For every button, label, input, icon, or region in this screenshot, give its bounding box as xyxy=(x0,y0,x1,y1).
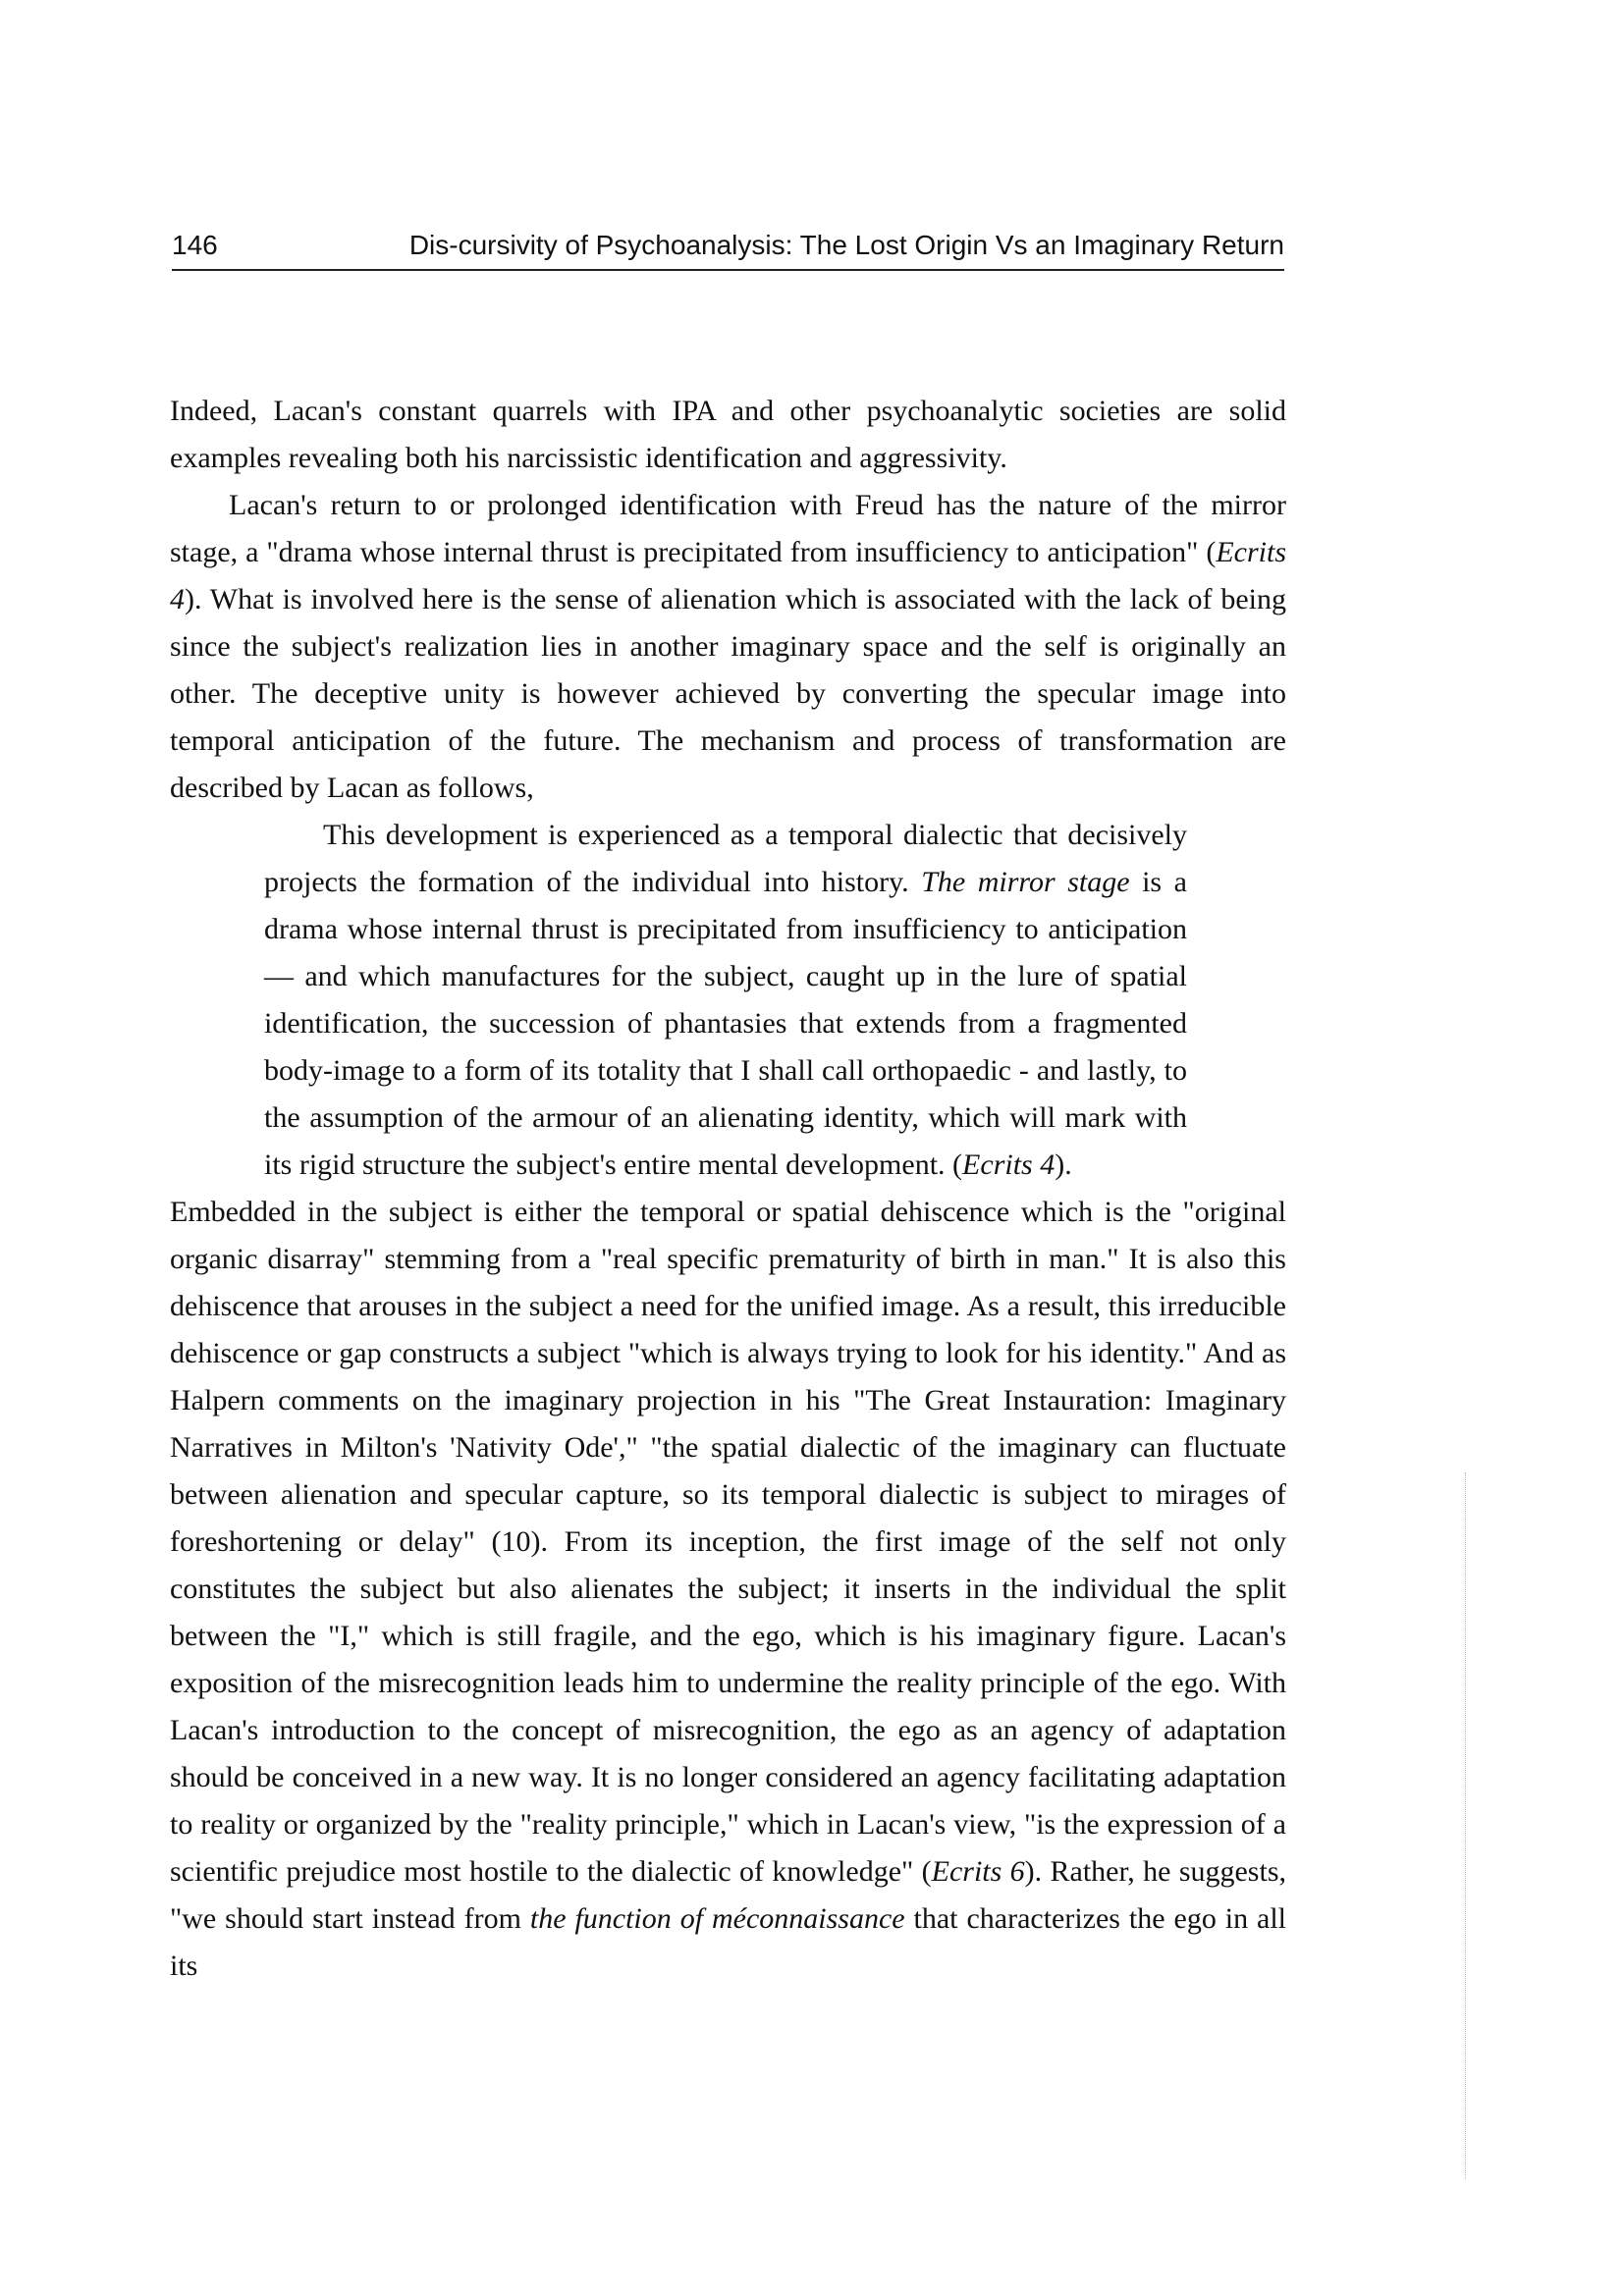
paragraph-3-text-a: Embedded in the subject is either the temporal or spatial dehiscence which is the "original organic disarray" stemming from a "real specific prematurity of birth in man." It is also this dehiscence that arouses in the subject a need for the unified image. As a result, this irreducible dehiscence or gap constructs a subject "which is always trying to look for his identity." And as Halpern comments on the imaginary projection in his "The Great Instauration: Imaginary Narratives in Milton's 'Nativity Ode'," "the spatial dialectic of the imaginary can fluctuate between alienation and specular capture, so its temporal dialectic is subject to mirages of foreshortening or delay" (10). From its inception, the first image of the self not only constitutes the subject but also alienates the subject; it inserts in the individual the split between the "I," which is still fragile, and the ego, which is his imaginary figure. Lacan's exposition of the misrecognition leads him to undermine the reality principle of the ego. With Lacan's introduction to the concept of misrecognition, the ego as an agency of adaptation should be conceived in a new way. It is no longer considered an agency facilitating adaptation to reality or organized by the "reality principle," which in Lacan's view, "is the expression of a scientific prejudice most hostile to the dialectic of knowledge" ( xyxy=(170,1196,1286,1888)
running-title: Dis-cursivity of Psychoanalysis: The Lost Origin Vs an Imaginary Return xyxy=(408,230,1284,260)
paragraph-1 xyxy=(170,388,1286,482)
quote-citation: Ecrits 4 xyxy=(962,1148,1056,1181)
paragraph-1-text: Indeed, Lacan's constant quarrels with IPA and other psychoanalytic societies are solid examples revealing both his narcissistic identification and aggressivity. xyxy=(170,395,1286,474)
page-number: 146 xyxy=(172,230,218,260)
paragraph-2-text-a: Lacan's return to or prolonged identification with Freud has the nature of the mirror stage, a "drama whose internal thrust is precipitated from insufficiency to anticipation" ( xyxy=(170,489,1286,568)
body-text xyxy=(170,388,1286,1990)
block-quote xyxy=(264,812,1187,1189)
paragraph-3-text-c: that characterizes the ego in all its xyxy=(170,1902,1287,1982)
emphasis-function-of-meconnaissance: the function of méconnaissance xyxy=(529,1902,905,1935)
running-header xyxy=(172,224,1284,271)
paragraph-2 xyxy=(170,482,1286,812)
paragraph-2-text-b: ). What is involved here is the sense of alienation which is associated with the lack of being since the subject's realization lies in another imaginary space and the self is originally an other. The deceptive unity is however achieved by converting the specular image into temporal anticipation of the future. The mechanism and process of transformation are described by Lacan as follows, xyxy=(170,583,1286,804)
quote-text-c: ). xyxy=(1055,1148,1072,1181)
scan-margin-line xyxy=(1465,1472,1467,2179)
quote-text-a: This development is experienced as a temporal dialectic that decisively projects the formation of the individual into history. xyxy=(264,819,1187,898)
paragraph-3-text-b: ). Rather, he suggests, "we should start instead from xyxy=(170,1855,1286,1935)
quote-emphasis-mirror-stage: The mirror stage xyxy=(921,866,1130,898)
quote-text-b: is a drama whose internal thrust is precipitated from insufficiency to anticipation — and which manufactures for the subject, caught up in the lure of spatial identification, the succession of phantasies that extends from a fragmented body-image to a form of its totality that I shall call orthopaedic - and lastly, to the assumption of the armour of an alienating identity, which will mark with its rigid structure the subject's entire mental development. ( xyxy=(264,866,1187,1181)
paragraph-3 xyxy=(170,1189,1286,1990)
citation-ecrits-6: Ecrits 6 xyxy=(931,1855,1025,1888)
citation-ecrits-4: Ecrits 4 xyxy=(170,536,1286,615)
